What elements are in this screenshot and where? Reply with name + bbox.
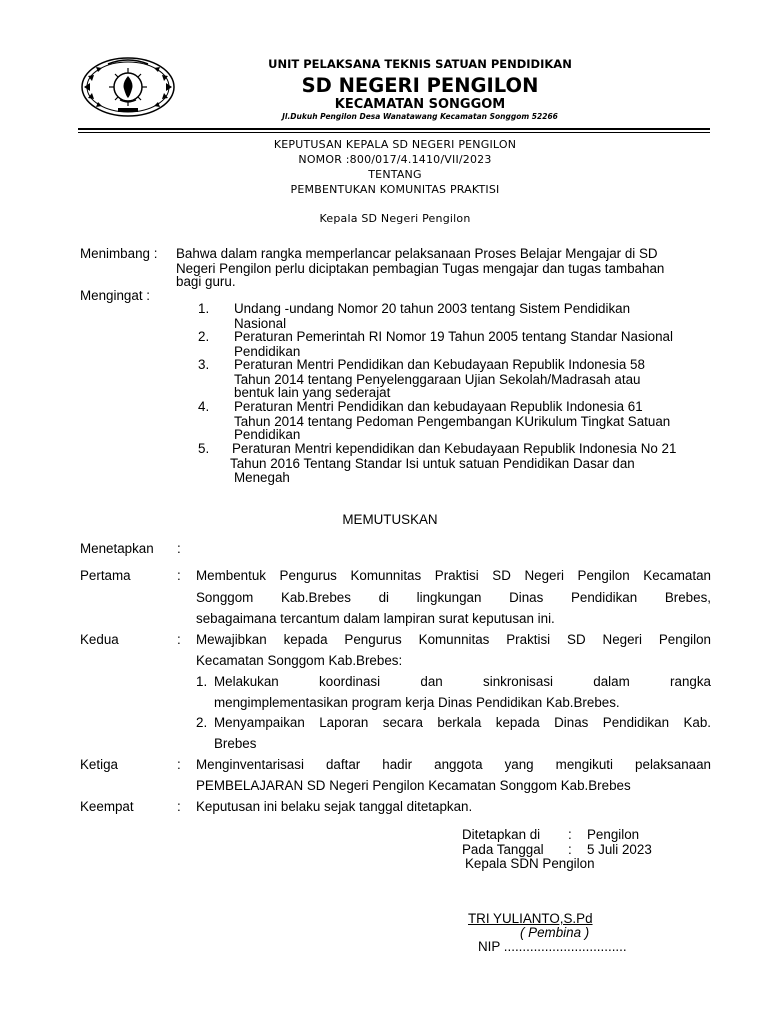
kedua-colon: : <box>177 632 181 647</box>
decree-number: NOMOR :800/017/4.1410/VII/2023 <box>298 153 492 166</box>
mengingat-item-line: Pendidikan <box>234 344 301 359</box>
ketiga-colon: : <box>177 757 181 772</box>
mengingat-item-line: bentuk lain yang sederajat <box>234 385 391 400</box>
signature-rank: ( Pembina ) <box>520 925 590 940</box>
mengingat-item-line: Undang -undang Nomor 20 tahun 2003 tentang Sistem Pendidikan <box>234 301 631 316</box>
pertama-line: Songgom Kab.Brebes di lingkungan Dinas Pendidikan Brebes, <box>196 590 711 605</box>
mengingat-item-number: 5. <box>198 441 210 456</box>
menetapkan-colon: : <box>177 541 181 556</box>
kedua-label: Kedua <box>80 632 119 647</box>
decree-about: TENTANG <box>368 168 422 181</box>
mengingat-item-number: 1. <box>198 301 210 316</box>
pertama-colon: : <box>177 568 181 583</box>
decree-issuer: Kepala SD Negeri Pengilon <box>319 212 471 225</box>
kedua-item-line: Melakukan koordinasi dan sinkronisasi dalam rangka <box>214 674 711 689</box>
ketiga-line: PEMBELAJARAN SD Negeri Pengilon Kecamatan Songgom Kab.Brebes <box>196 778 631 793</box>
pertama-label: Pertama <box>80 568 131 583</box>
mengingat-item-number: 2. <box>198 329 210 344</box>
mengingat-item-number: 3. <box>198 357 210 372</box>
mengingat-item-line: Menegah <box>234 470 290 485</box>
letterhead-rule-thin <box>78 132 710 133</box>
decree-subject: PEMBENTUKAN KOMUNITAS PRAKTISI <box>290 183 500 196</box>
letterhead-rule-thick <box>78 128 710 130</box>
kedua-item-line: Brebes <box>214 736 257 751</box>
signature-nip: NIP ................................. <box>478 939 627 954</box>
kedua-item-number: 1. <box>196 674 208 689</box>
kedua-item-number: 2. <box>196 715 208 730</box>
menetapkan-label: Menetapkan <box>80 541 154 556</box>
keempat-line: Keputusan ini belaku sejak tanggal ditetapkan. <box>196 799 473 814</box>
letterhead-address: Jl.Dukuh Pengilon Desa Wanatawang Kecamatan Songgom 52266 <box>282 112 558 121</box>
signature-place-value: Pengilon <box>587 827 640 842</box>
mengingat-label: Mengingat : <box>80 288 150 303</box>
mengingat-item-line: Tahun 2016 Tentang Standar Isi untuk satuan Pendidikan Dasar dan <box>230 456 635 471</box>
mengingat-item-line: Peraturan Mentri Pendidikan dan kebudayaan Republik Indonesia 61 <box>234 399 643 414</box>
ketiga-label: Ketiga <box>80 757 118 772</box>
kedua-item-line: Menyampaikan Laporan secara berkala kepada Dinas Pendidikan Kab. <box>214 715 711 730</box>
mengingat-item-line: Tahun 2014 tentang Penyelenggaraan Ujian Sekolah/Madrasah atau <box>234 372 641 387</box>
mengingat-item-line: Peraturan Pemerintah RI Nomor 19 Tahun 2005 tentang Standar Nasional <box>234 329 673 344</box>
mengingat-item-line: Peraturan Mentri Pendidikan dan Kebudayaan Republik Indonesia 58 <box>234 357 645 372</box>
memutuskan-heading: MEMUTUSKAN <box>342 512 438 527</box>
letterhead-agency: UNIT PELAKSANA TEKNIS SATUAN PENDIDIKAN <box>268 57 572 71</box>
signature-place-colon: : <box>568 827 572 842</box>
pertama-line: sebagaimana tercantum dalam lampiran surat keputusan ini. <box>196 611 555 626</box>
mengingat-item-line: Nasional <box>234 316 287 331</box>
menimbang-label: Menimbang : <box>80 246 158 261</box>
letterhead-district: KECAMATAN SONGGOM <box>334 97 506 112</box>
kedua-line: Kecamatan Songgom Kab.Brebes: <box>196 653 403 668</box>
signature-date-colon: : <box>568 842 572 857</box>
mengingat-item-line: Peraturan Mentri kependidikan dan Kebudayaan Republik Indonesia No 21 <box>232 441 677 456</box>
kedua-line: Mewajibkan kepada Pengurus Komunnitas Praktisi SD Negeri Pengilon <box>196 632 711 647</box>
mengingat-item-number: 4. <box>198 399 210 414</box>
menimbang-line: Bahwa dalam rangka memperlancar pelaksanaan Proses Belajar Mengajar di SD <box>176 246 658 261</box>
menimbang-line: bagi guru. <box>176 274 236 289</box>
keempat-label: Keempat <box>80 799 134 814</box>
decree-title: KEPUTUSAN KEPALA SD NEGERI PENGILON <box>273 138 517 151</box>
ketiga-line: Menginventarisasi daftar hadir anggota yang mengikuti pelaksanaan <box>196 757 711 772</box>
signature-role: Kepala SDN Pengilon <box>465 856 595 871</box>
kedua-item-line: mengimplementasikan program kerja Dinas Pendidikan Kab.Brebes. <box>214 695 620 710</box>
pertama-line: Membentuk Pengurus Komunnitas Praktisi SD Negeri Pengilon Kecamatan <box>196 568 711 583</box>
mengingat-item-line: Pendidikan <box>234 427 301 442</box>
letterhead-school-name: SD NEGERI PENGILON <box>301 74 539 97</box>
menimbang-line: Negeri Pengilon perlu diciptakan pembagian Tugas mengajar dan tugas tambahan <box>176 261 665 276</box>
signature-date-value: 5 Juli 2023 <box>587 842 652 857</box>
mengingat-item-line: Tahun 2014 tentang Pedoman Pengembangan KUrikulum Tingkat Satuan <box>234 414 671 429</box>
signature-name: TRI YULIANTO,S.Pd <box>468 911 593 926</box>
signature-date-label: Pada Tanggal <box>462 842 544 857</box>
signature-place-label: Ditetapkan di <box>462 827 541 842</box>
keempat-colon: : <box>177 799 181 814</box>
